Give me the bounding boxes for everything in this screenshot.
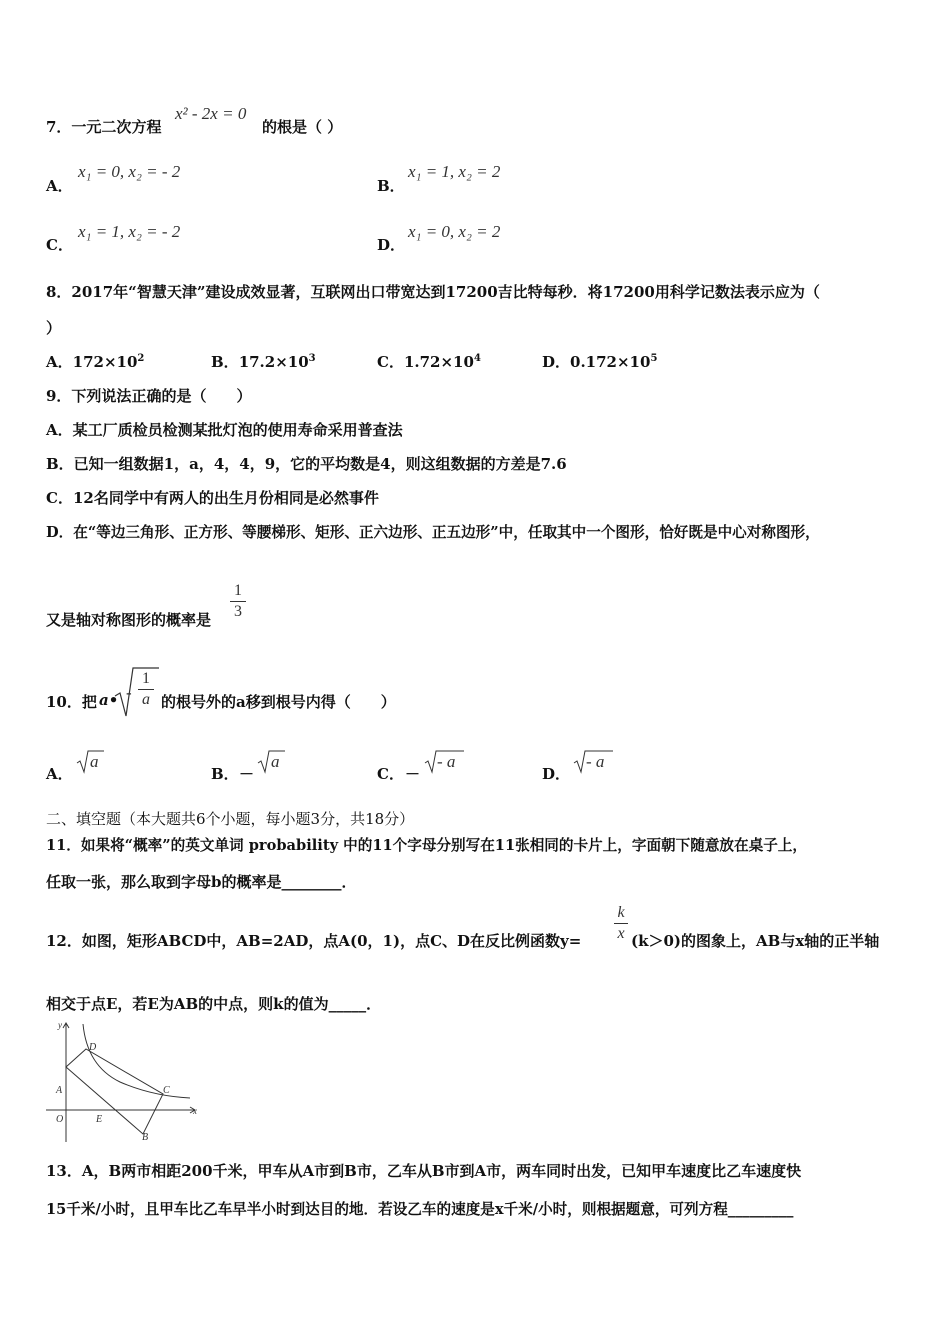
- q7-option-b-label: B．: [377, 177, 405, 195]
- q7-option-c-math: x₁ = 1, x₂ = - 2: [78, 222, 181, 241]
- q8-option-b: [211, 351, 316, 372]
- q8-option-d-exp: 5: [650, 353, 658, 364]
- q10-stem-prefix: 10．把: [46, 693, 97, 711]
- q8-option-c-mantissa: 1.72×10: [403, 353, 474, 371]
- q7-option-d-label: D．: [377, 236, 406, 254]
- q7-option-d-math: x₁ = 0, x₂ = 2: [408, 222, 501, 241]
- q10-radicand-denominator: a: [142, 691, 150, 708]
- q9-stem: 9．下列说法正确的是（ ）: [46, 387, 252, 405]
- q8-option-a-mantissa: 172×10: [72, 353, 138, 371]
- q7-equation: x² - 2x = 0: [175, 104, 247, 123]
- q10-option-a-radicand: a: [90, 752, 99, 771]
- q7-option-a-math: x₁ = 0, x₂ = - 2: [78, 162, 181, 181]
- figure-label-x: x: [193, 1106, 197, 1116]
- figure-label-b: B: [142, 1132, 149, 1143]
- q12-line1-suffix: (k＞0)的图象上，AB与x轴的正半轴: [631, 932, 880, 950]
- q8-option-b-label: B．: [211, 353, 239, 371]
- q10-radicand-bar: [138, 689, 154, 690]
- q10-option-b-prefix: －: [239, 765, 255, 783]
- q10-option-a-label: A．: [46, 765, 73, 783]
- figure-label-e: E: [96, 1114, 103, 1125]
- q10-option-b-label: B．: [211, 765, 239, 783]
- q8-stem-line1: 8．2017年“智慧天津”建设成效显著，互联网出口带宽达到17200吉比特每秒．将17200用科学记数法表示应为（: [46, 283, 820, 301]
- q8-option-a: [46, 351, 144, 372]
- q12-figure: [42, 1018, 207, 1148]
- q8-option-a-exp: 2: [137, 353, 145, 364]
- q8-option-a-label: A．: [46, 353, 73, 371]
- section2-heading: 二、填空题（本大题共6个小题，每小题3分，共18分）: [46, 810, 415, 828]
- q8-option-b-mantissa: 17.2×10: [238, 353, 309, 371]
- q9-option-c: C．12名同学中有两人的出生月份相同是必然事件: [46, 489, 379, 507]
- q8-option-c-exp: 4: [473, 353, 481, 364]
- q11-line1: 11．如果将“概率”的英文单词 probability 中的11个字母分别写在11张相同的卡片上，字面朝下随意放在桌子上，: [46, 837, 807, 854]
- q7-option-c-label: C．: [46, 236, 73, 254]
- q10-option-b-radicand: a: [271, 752, 280, 771]
- figure-label-o: O: [56, 1114, 64, 1125]
- q8-option-d-label: D．: [542, 353, 571, 371]
- q7-stem-prefix: 7．一元二次方程: [46, 118, 162, 136]
- q10-option-d-radicand: - a: [586, 752, 605, 771]
- q10-option-c-prefix: －: [405, 765, 421, 783]
- q12-line2: 相交于点E，若E为AB的中点，则k的值为_____．: [46, 995, 382, 1013]
- q9-fraction-numerator: 1: [234, 582, 242, 599]
- q8-option-d-mantissa: 0.172×10: [570, 353, 651, 371]
- q9-option-d-line1: D．在“等边三角形、正方形、等腰梯形、矩形、正六边形、正五边形”中，任取其中一个图形，恰好既是中心对称图形，: [46, 524, 820, 541]
- q8-option-b-exp: 3: [308, 353, 316, 364]
- q9-option-b: B．已知一组数据1，a，4，4，9，它的平均数是4，则这组数据的方差是7.6: [46, 455, 567, 473]
- q11-line2: 任取一张，那么取到字母b的概率是________．: [46, 873, 357, 891]
- q7-option-a-label: A．: [46, 177, 73, 195]
- q10-radicand-fraction: [138, 670, 154, 709]
- q12-fraction-numerator: k: [617, 904, 625, 921]
- q10-option-d-label: D．: [542, 765, 571, 783]
- q9-fraction-bar: [230, 601, 246, 602]
- q9-option-a: A．某工厂质检员检测某批灯泡的使用寿命采用普查法: [46, 421, 403, 439]
- q12-fraction-denominator: x: [617, 925, 625, 942]
- figure-label-c: C: [163, 1085, 170, 1096]
- q9-option-d-line2: 又是轴对称图形的概率是: [46, 611, 212, 629]
- q9-fraction-denominator: 3: [234, 603, 242, 620]
- q13-line1: 13．A，B两市相距200千米，甲车从A市到B市，乙车从B市到A市，两车同时出发，已知甲车速度比乙车速度快: [46, 1162, 802, 1180]
- q8-option-c: [377, 351, 481, 372]
- q12-line1-prefix: 12．如图，矩形ABCD中，AB=2AD，点A(0，1)，点C、D在反比例函数y=: [46, 932, 582, 950]
- q8-option-c-label: C．: [377, 353, 404, 371]
- figure-hyperbola: [83, 1024, 190, 1098]
- q10-radicand-numerator: 1: [142, 670, 150, 687]
- q12-fraction: [614, 904, 628, 943]
- q7-option-b-math: x₁ = 1, x₂ = 2: [408, 162, 501, 181]
- q7-stem-suffix: 的根是（ ）: [262, 118, 343, 136]
- q12-fraction-bar: [614, 923, 628, 924]
- q8-option-d: [542, 351, 657, 372]
- q9-fraction: [230, 582, 246, 621]
- figure-label-a: A: [56, 1085, 63, 1096]
- figure-label-d: D: [89, 1042, 97, 1053]
- q10-var-a: a•: [99, 691, 119, 709]
- figure-label-y: y: [58, 1020, 62, 1030]
- q13-line2: 15千米/小时，且甲车比乙车早半小时到达目的地．若设乙车的速度是x千米/小时，则根据题意，可列方程_________: [46, 1201, 794, 1218]
- q10-option-c-radicand: - a: [437, 752, 456, 771]
- q10-radicand-sign: -: [126, 683, 132, 702]
- q10-stem-suffix: 的根号外的a移到根号内得（ ）: [161, 693, 396, 711]
- q8-stem-line2: ）: [46, 319, 62, 337]
- q10-option-c-label: C．: [377, 765, 404, 783]
